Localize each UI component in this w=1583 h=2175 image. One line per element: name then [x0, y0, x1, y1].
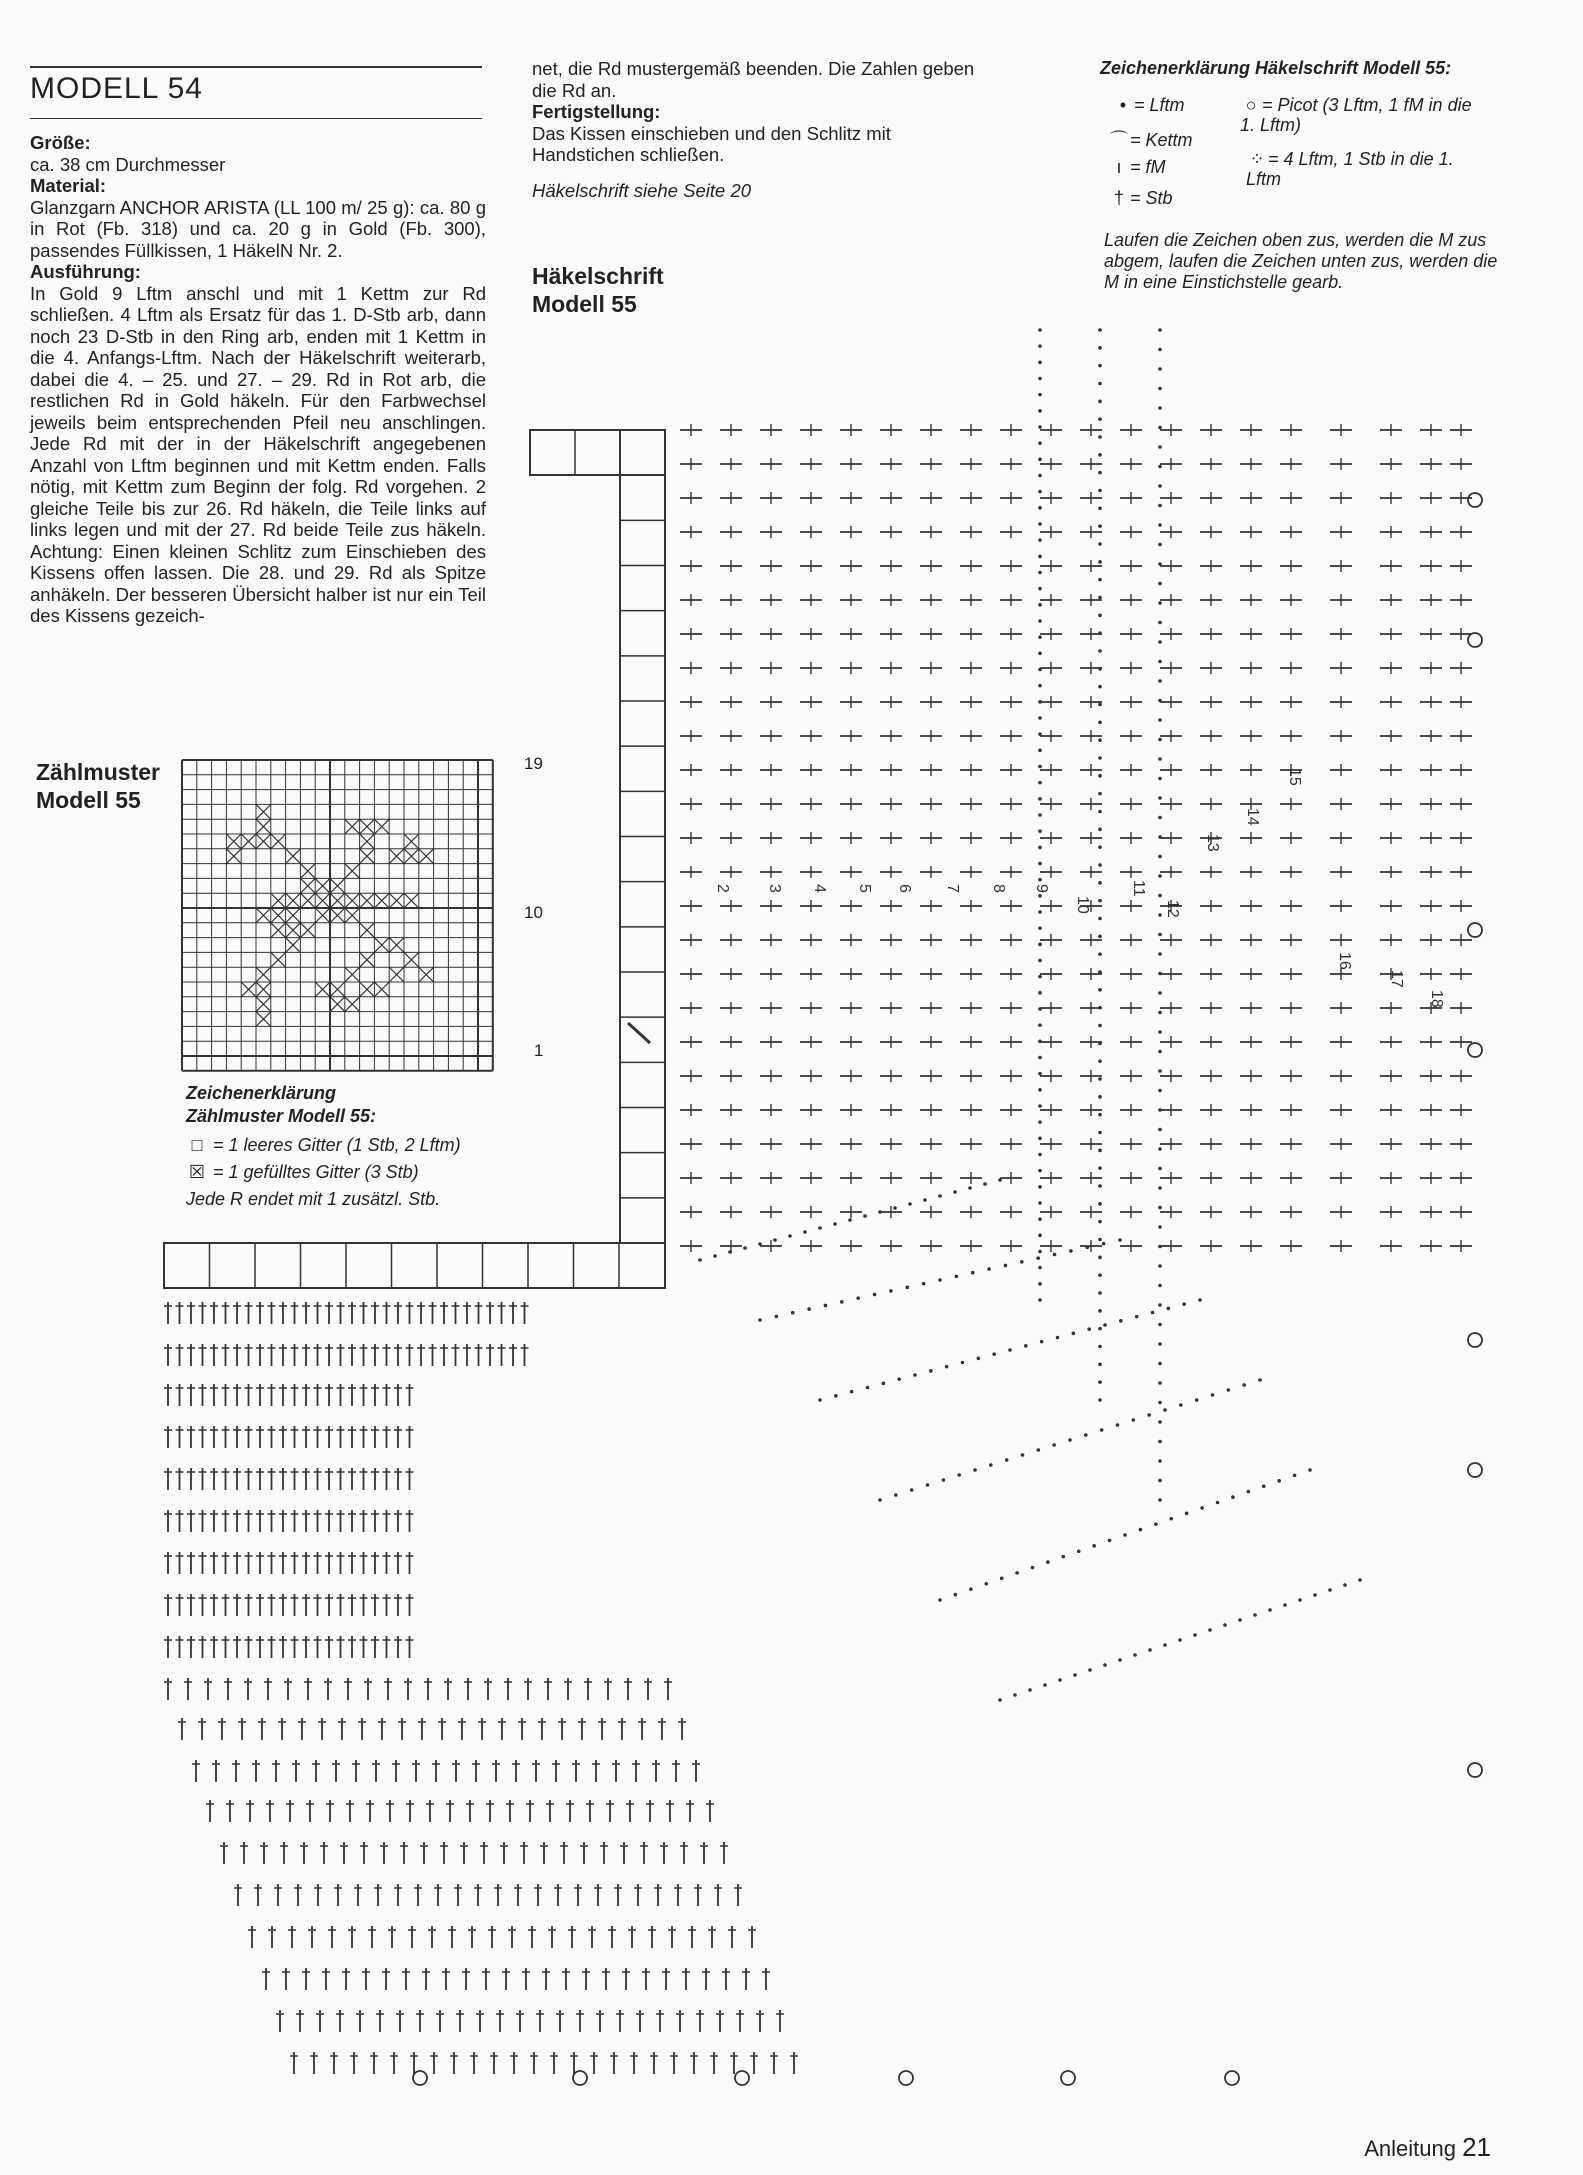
round-number: 12 [1164, 900, 1181, 918]
legend-item-chain-space: ⁘ = 4 Lftm, 1 Stb in die 1. Lftm [1246, 149, 1454, 189]
counting-grid [182, 760, 493, 1071]
page-footer [1364, 2132, 1491, 2163]
legend-item-slipstitch: ⌒ = Kettm [1110, 130, 1193, 150]
round-number: 2 [714, 884, 731, 893]
legend-item-single-crochet: ı = fM [1116, 157, 1166, 177]
round-number: 18 [1428, 990, 1445, 1008]
round-number: 6 [896, 884, 913, 893]
count-legend-empty: □ = 1 leeres Gitter (1 Stb, 2 Lftm) [191, 1135, 461, 1155]
count-legend-filled: ☒ = 1 gefülltes Gitter (3 Stb) [188, 1162, 419, 1182]
crochet-legend-title: Zeichenerklärung Häkelschrift Modell 55: [1100, 58, 1452, 78]
continued-text: net, die Rd mustergemäß beenden. Die Zahlen geben die Rd an. [532, 58, 975, 101]
legend-item-picot: ○ = Picot (3 Lftm, 1 fM in die 1. Lftm) [1240, 95, 1472, 135]
round-number: 4 [811, 884, 828, 893]
material-text: Glanzgarn ANCHOR ARISTA (LL 100 m/ 25 g): ca. 80 g in Rot (Fb. 318) und ca. 20 g in Gold (Fb. 300), passendes Füllkissen, 1 HäkelN Nr. 2. [30, 196, 486, 261]
round-number: 9 [1033, 884, 1050, 893]
row-number-19: 19 [524, 754, 543, 773]
material-label: Material: [30, 175, 107, 196]
finishing-text: Das Kissen einschieben und den Schlitz mit Handstichen schließen. [532, 122, 891, 165]
execution-label: Ausführung: [30, 261, 141, 282]
execution-text: In Gold 9 Lftm anschl und mit 1 Kettm zur Rd schließen. 4 Lftm als Ersatz für das 1. D-Stb arb, dann noch 23 D-Stb in den Ring arb, enden mit 1 Kettm in die 4. Anfangs-Lftm. Nach der Häkelschrift weiterarb, dabei die 4. – 25. und 27. – 29. Rd in Rot arb, die restlichen Rd in Gold häkeln. Für den Farbwechsel jeweils beim entsprechenden Pfeil neu anschlingen. Jede Rd mit der in der Häkelschrift angegebenen Anzahl von Lftm beginnen und mit Kettm enden. Falls nötig, mit Kettm zum Beginn der folg. Rd vorgehen. 2 gleiche Teile bis zur 26. Rd häkeln, die Teile links auf links legen und mit der 27. Rd beide Teile zus häkeln. Achtung: Einen kleinen Schlitz zum Einschieben des Kissens offen lassen. Die 28. und 29. Rd als Spitze anhäkeln. Der besseren Übersicht halber ist nur ein Teil des Kissens gezeich- [30, 282, 486, 626]
round-number: 16 [1336, 952, 1353, 970]
count-legend-title-2: Zählmuster Modell 55: [186, 1106, 377, 1126]
round-number: 7 [944, 884, 961, 893]
row-number-10: 10 [524, 903, 543, 922]
count-legend-title-1: Zeichenerklärung [186, 1083, 337, 1103]
size-text: ca. 38 cm Durchmesser [30, 153, 226, 175]
page-number: 21 [1462, 2132, 1491, 2162]
legend-item-chain: • = Lftm [1119, 95, 1185, 115]
crochet-chart-title-line1: Häkelschrift [532, 263, 664, 289]
row-number-1: 1 [534, 1041, 544, 1060]
model-54-title: MODELL 54 [30, 72, 203, 105]
size-label: Größe: [30, 132, 91, 153]
round-number: 15 [1286, 768, 1303, 786]
round-number: 14 [1244, 808, 1261, 826]
finishing-label: Fertigstellung: [532, 101, 661, 122]
crochet-stitch-chart [164, 328, 1482, 2085]
crochet-chart-title-line2: Modell 55 [532, 291, 637, 317]
footer-label: Anleitung [1364, 2136, 1456, 2161]
round-number: 10 [1074, 896, 1091, 914]
round-number: 17 [1388, 970, 1405, 988]
counting-pattern-title-line2: Modell 55 [36, 787, 141, 813]
count-legend-note: Jede R endet mit 1 zusätzl. Stb. [186, 1189, 441, 1209]
round-number: 13 [1204, 834, 1221, 852]
round-number: 5 [856, 884, 873, 893]
chart-reference: Häkelschrift siehe Seite 20 [532, 179, 752, 201]
round-number: 3 [766, 884, 783, 893]
round-number: 11 [1130, 880, 1147, 897]
round-number: 8 [990, 884, 1007, 893]
legend-item-double-crochet: † = Stb [1113, 188, 1173, 208]
legend-note: Laufen die Zeichen oben zus, werden die M zus abgem, laufen die Zeichen unten zus, werden die M in eine Einstichstelle gearb. [1104, 230, 1498, 292]
counting-pattern-title-line1: Zählmuster [36, 759, 160, 785]
